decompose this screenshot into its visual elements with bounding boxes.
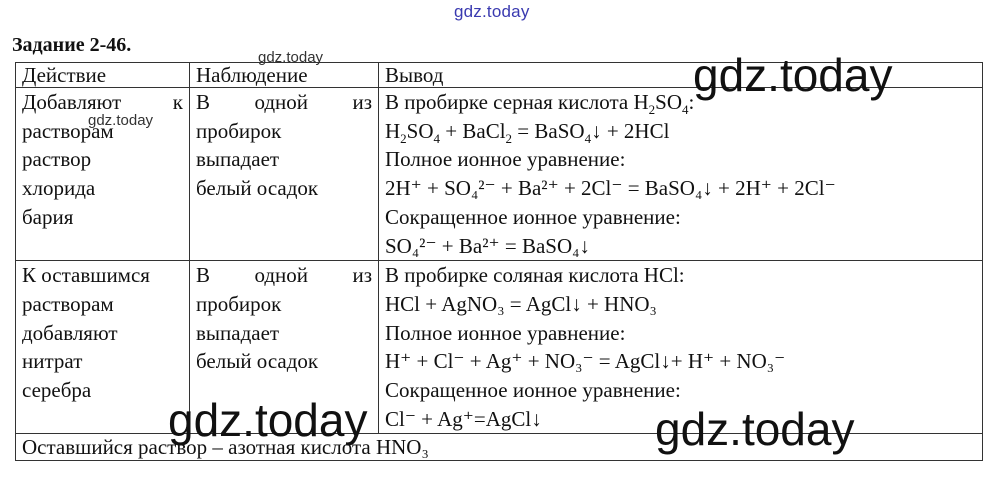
text-line: белый осадок bbox=[196, 349, 319, 374]
equation: 2H⁺ + SO₄²⁻ + Ba²⁺ + 2Cl⁻ = BaSO₄↓ + 2H⁺ + 2Cl⁻ bbox=[385, 176, 836, 201]
text-line: Полное ионное уравнение: bbox=[385, 147, 626, 172]
equation: Cl⁻ + Ag⁺=AgCl↓ bbox=[385, 406, 542, 431]
text-line: серебра bbox=[22, 378, 92, 403]
table-row bbox=[16, 88, 983, 261]
text-line bbox=[22, 405, 183, 434]
text-part: ↓ + 2HCl bbox=[591, 118, 670, 143]
text-part: = BaSO bbox=[512, 118, 585, 143]
text-line: Сокращенное ионное уравнение: bbox=[385, 204, 681, 229]
text-part: В пробирке серная кислота H bbox=[385, 90, 649, 114]
task-title: Задание 2-46. bbox=[12, 34, 132, 56]
text-line: Добавляют к bbox=[22, 90, 183, 114]
text-line: добавляют bbox=[22, 320, 118, 345]
text-line: нитрат bbox=[22, 349, 83, 374]
text-line: В одной из bbox=[196, 90, 372, 114]
row2-action bbox=[16, 261, 190, 434]
header-conclusion: Вывод bbox=[379, 63, 983, 88]
watermark-overlay: gdz.today bbox=[168, 394, 368, 446]
text-line: белый осадок bbox=[196, 176, 319, 201]
watermark-overlay: gdz.today bbox=[88, 112, 154, 129]
equation: HCl + AgNO₃ = AgCl↓ + HNO₃ bbox=[385, 291, 657, 316]
text-line: растворам bbox=[22, 291, 114, 316]
equation: SO₄²⁻ + Ba²⁺ = BaSO₄↓ bbox=[385, 233, 590, 258]
watermark-overlay: gdz.today bbox=[693, 49, 893, 101]
text-line: В одной из bbox=[196, 263, 372, 288]
watermark-top: gdz.today bbox=[454, 2, 530, 21]
text-line: В пробирке серная кислота $H_2SO_4$: bbox=[385, 90, 695, 118]
text-line: пробирок bbox=[196, 291, 282, 316]
text-line: раствор bbox=[22, 147, 92, 172]
text-part: SO bbox=[655, 90, 683, 114]
text-line: Сокращенное ионное уравнение: bbox=[385, 378, 681, 403]
text-line: Полное ионное уравнение: bbox=[385, 320, 626, 345]
text-line: пробирок bbox=[196, 118, 282, 143]
text-line: растворам bbox=[22, 118, 114, 143]
text-part: SO bbox=[406, 118, 434, 143]
row1-observation bbox=[190, 88, 379, 261]
text-line: выпадает bbox=[196, 147, 280, 172]
text-part: : bbox=[688, 90, 695, 114]
text-line: хлорида bbox=[22, 176, 96, 201]
header-observation: Наблюдение bbox=[190, 63, 379, 88]
footer-conclusion: Оставшийся раствор – азотная кислота HNO₃ bbox=[16, 434, 983, 461]
header-action: Действие bbox=[16, 63, 190, 88]
equation: H⁺ + Cl⁻ + Ag⁺ + NO₃⁻ = AgCl↓+ H⁺ + NO₃⁻ bbox=[385, 349, 786, 374]
text-line: В пробирке соляная кислота HCl: bbox=[385, 263, 685, 288]
row1-conclusion bbox=[379, 88, 983, 261]
text-line: выпадает bbox=[196, 320, 280, 345]
text-part: + BaCl bbox=[440, 118, 506, 143]
text-line: К оставшимся bbox=[22, 263, 150, 288]
watermark-overlay: gdz.today bbox=[655, 403, 855, 455]
watermark-overlay: gdz.today bbox=[258, 49, 324, 66]
text-line: бария bbox=[22, 204, 74, 229]
equation: $H_2SO_4$ + BaCl$_2$ = BaSO$_4$↓ + 2HCl bbox=[385, 118, 670, 146]
text-part: H bbox=[385, 118, 401, 143]
